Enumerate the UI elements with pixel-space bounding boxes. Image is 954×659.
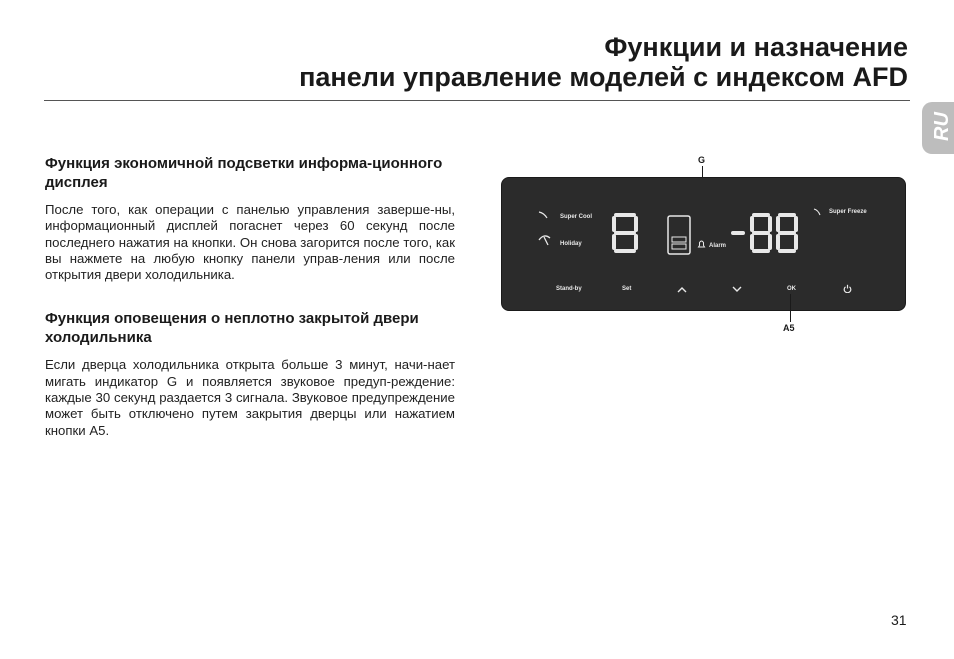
- section-economy-backlight: [45, 154, 455, 283]
- title-line-1: Функции и назначение: [604, 32, 908, 62]
- standby-button[interactable]: Stand-by: [556, 286, 582, 292]
- callout-g-label: G: [698, 155, 706, 165]
- super-freeze-label: Super Freeze: [829, 209, 867, 215]
- section-body: После того, как операции с панелью управления заверше-ны, информационный дисплей погаснет через 60 секунд после последнего нажатия на кнопки. Он снова загорится после того, как вы нажмете на любую кнопку панели управ-ления или после открытия двери холодильника.: [45, 202, 455, 283]
- freezer-temperature-digits: [730, 212, 802, 254]
- super-freeze-indicator-icon: [813, 208, 821, 216]
- up-button[interactable]: [677, 286, 687, 293]
- section-body: Если дверца холодильника открыта больше 3 минут, начи-нает мигать индикатор G и появляется звуковое предуп-реждение: каждые 30 секунд раздается 3 сигнала. Звуковое предупреждение может быть отключено путем закрытия дверцы или нажатием кнопки A5.: [45, 357, 455, 438]
- section-door-alarm: [45, 309, 455, 438]
- ok-button[interactable]: OK: [787, 286, 796, 292]
- power-icon[interactable]: [843, 284, 852, 293]
- language-tab: [922, 102, 954, 154]
- set-button[interactable]: Set: [622, 286, 632, 292]
- alarm-label: Alarm: [709, 243, 727, 249]
- bell-icon: [697, 239, 706, 249]
- page-title: [299, 32, 908, 92]
- title-line-2: панели управление моделей с индексом AFD: [299, 62, 908, 92]
- down-button[interactable]: [732, 286, 742, 293]
- text-column: [45, 154, 455, 439]
- umbrella-icon: [538, 234, 552, 246]
- section-heading: Функция оповещения о неплотно закрытой двери холодильника: [45, 310, 419, 347]
- super-cool-indicator-icon: [538, 211, 548, 219]
- super-cool-label: Super Cool: [560, 214, 593, 220]
- header-divider: [44, 100, 910, 101]
- callout-a5-line: [790, 294, 791, 322]
- page-number: 31: [891, 612, 907, 628]
- section-heading: Функция экономичной подсветки информа-ционного дисплея: [45, 155, 443, 191]
- callout-a5-label: A5: [783, 323, 795, 333]
- fridge-temperature-digit: [610, 212, 640, 254]
- control-panel: [501, 177, 906, 311]
- holiday-label: Holiday: [560, 241, 582, 247]
- compartments-icon: [667, 215, 691, 255]
- language-tab-label: RU: [931, 112, 953, 141]
